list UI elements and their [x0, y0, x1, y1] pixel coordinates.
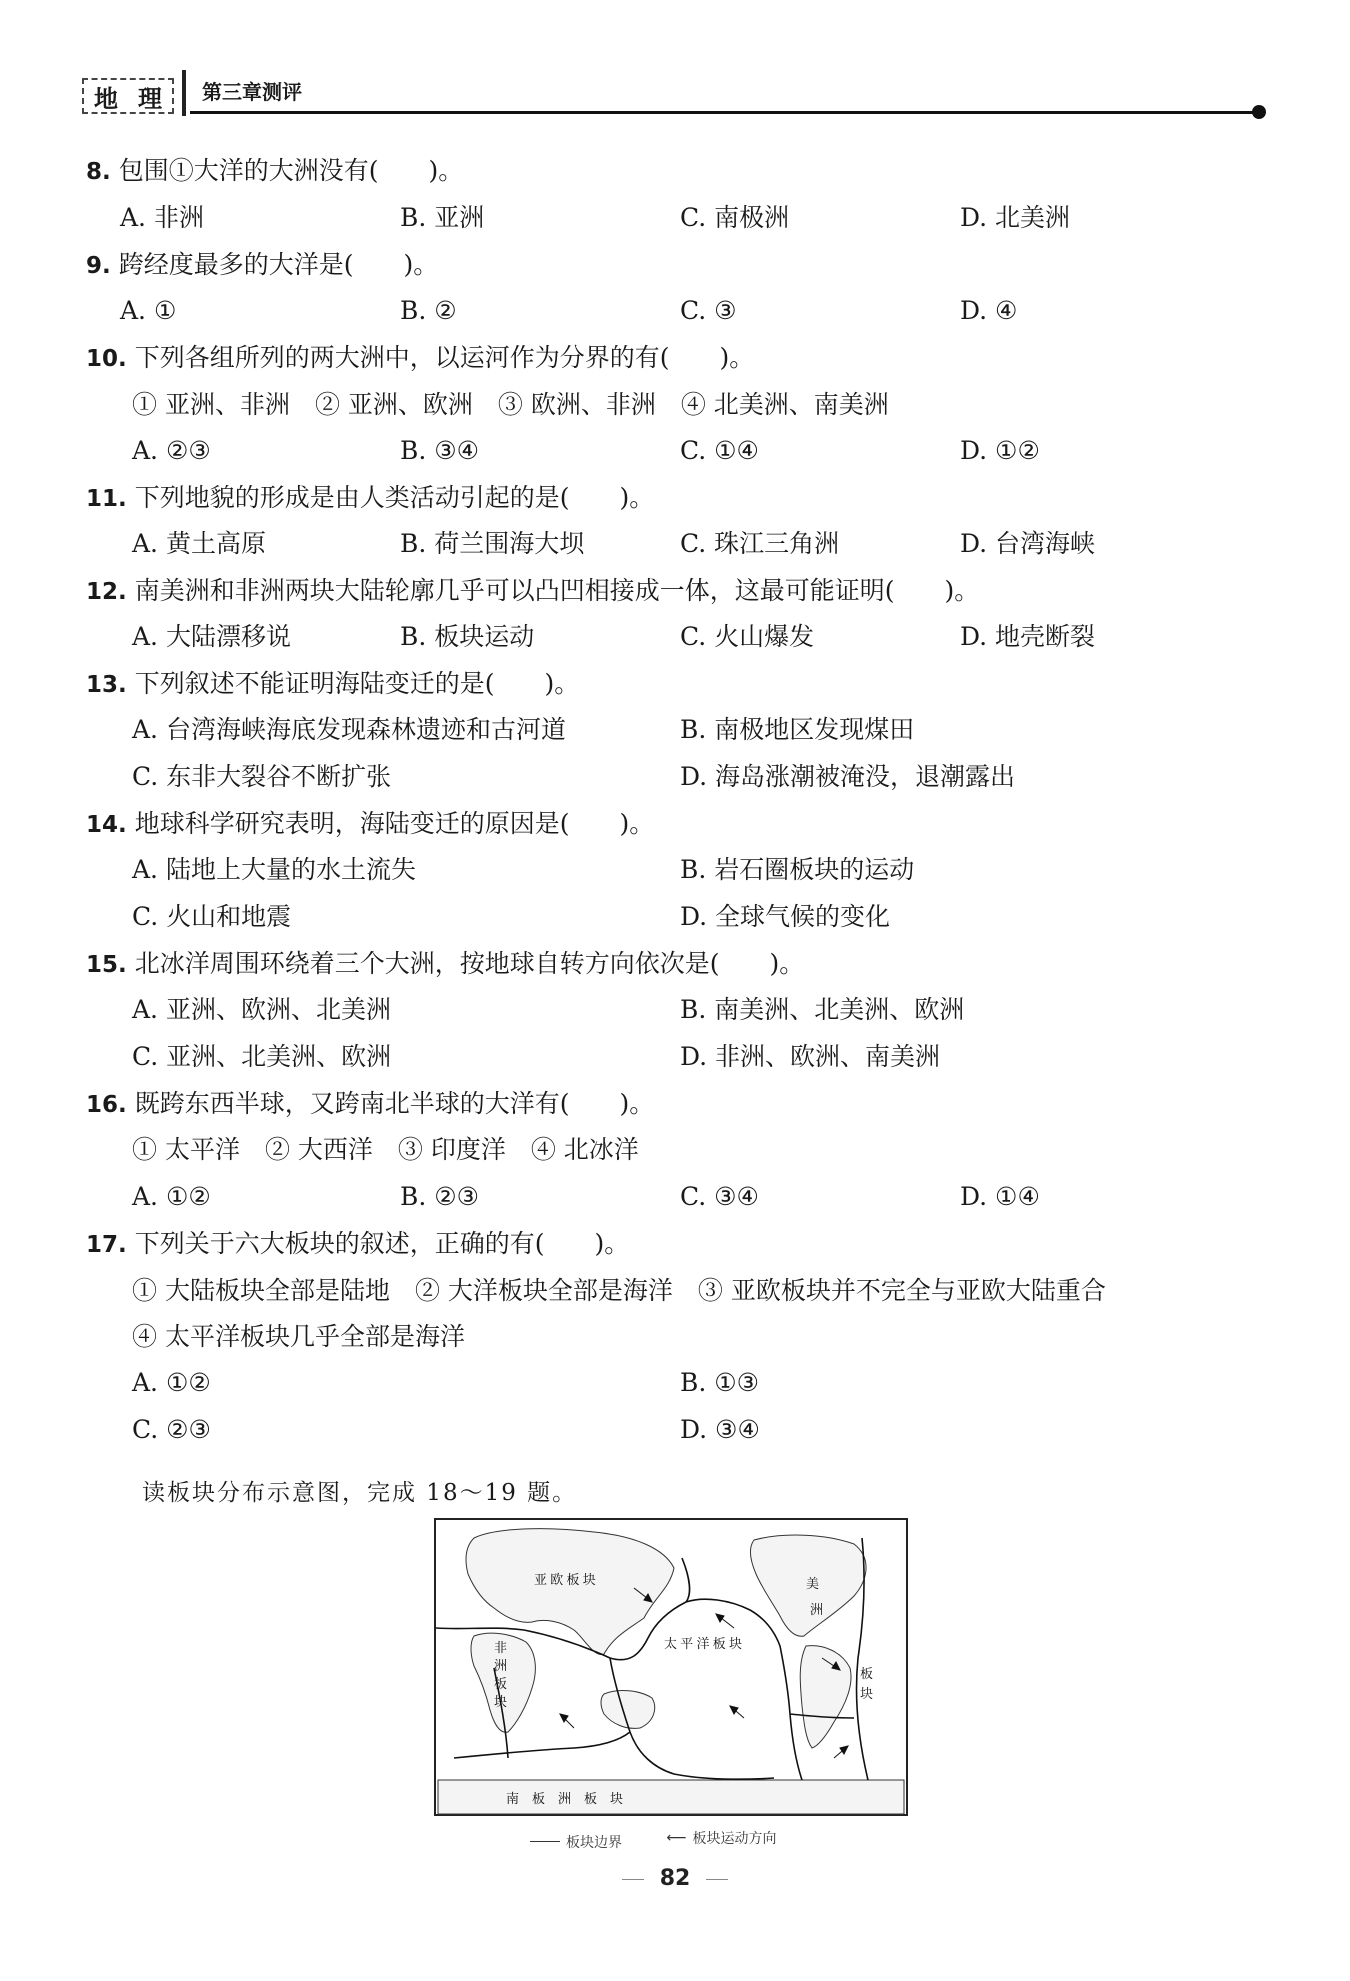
option-d: D. ③④ — [680, 1415, 760, 1444]
option-d: D. ①② — [960, 436, 1040, 465]
option-c: C. 珠江三角洲 — [680, 529, 840, 558]
label-african-plate-1: 非 — [494, 1640, 508, 1655]
question-8 — [86, 156, 463, 187]
question-number: 13. — [86, 672, 127, 698]
option-b: B. 板块运动 — [400, 622, 535, 651]
question-9 — [86, 250, 438, 281]
option-d: D. 全球气候的变化 — [680, 902, 891, 931]
label-antarctic-plate: 南 板 洲 板 块 — [506, 1791, 624, 1806]
question-number: 10. — [86, 346, 127, 372]
option-d: D. ④ — [960, 296, 1018, 325]
question-stem: 南美洲和非洲两块大陆轮廓几乎可以凸凹相接成一体，这最可能证明( )。 — [134, 576, 980, 605]
page-number-dash — [622, 1879, 644, 1880]
option-c: C. ③④ — [680, 1182, 759, 1211]
option-a: A. 台湾海峡海底发现森林遗迹和古河道 — [132, 715, 566, 744]
option-b: B. ②③ — [400, 1182, 480, 1211]
option-c: C. 火山和地震 — [132, 902, 292, 931]
page-number — [0, 1866, 1350, 1891]
option-a: A. 陆地上大量的水土流失 — [132, 855, 416, 884]
option-c: C. 南极洲 — [680, 203, 790, 232]
question-number: 12. — [86, 579, 127, 605]
question-number: 11. — [86, 486, 127, 512]
label-eurasian-plate: 亚 欧 板 块 — [534, 1572, 596, 1587]
question-stem: 包围①大洋的大洲没有( )。 — [118, 156, 464, 185]
question-sub-choices: ① 太平洋 ② 大西洋 ③ 印度洋 ④ 北冰洋 — [132, 1135, 639, 1164]
option-d: D. 北美洲 — [960, 203, 1071, 232]
question-number: 15. — [86, 952, 127, 978]
question-12 — [86, 576, 979, 607]
question-stem: 既跨东西半球，又跨南北半球的大洋有( )。 — [134, 1089, 655, 1118]
header-separator — [182, 70, 186, 116]
question-16 — [86, 1089, 654, 1120]
option-a: A. 亚洲、欧洲、北美洲 — [132, 995, 391, 1024]
option-a: A. 大陆漂移说 — [132, 622, 291, 651]
question-number: 16. — [86, 1092, 127, 1118]
header-rule — [190, 111, 1256, 114]
legend-direction — [666, 1828, 776, 1848]
plate-distribution-map — [434, 1518, 908, 1816]
question-10 — [86, 343, 754, 374]
question-stem: 地球科学研究表明，海陆变迁的原因是( )。 — [134, 809, 655, 838]
option-d: D. 台湾海峡 — [960, 529, 1096, 558]
option-b: B. 荷兰围海大坝 — [400, 529, 585, 558]
question-11 — [86, 483, 654, 514]
label-american-plate-4: 块 — [860, 1686, 874, 1701]
question-stem: 跨经度最多的大洋是( )。 — [118, 250, 439, 279]
question-15 — [86, 949, 804, 980]
legend-direction-label: 板块运动方向 — [692, 1831, 777, 1847]
option-d: D. 非洲、欧洲、南美洲 — [680, 1042, 941, 1071]
option-b: B. 南极地区发现煤田 — [680, 715, 915, 744]
question-stem: 下列地貌的形成是由人类活动引起的是( )。 — [134, 483, 655, 512]
question-stem: 下列各组所列的两大洲中，以运河作为分界的有( )。 — [134, 343, 755, 372]
subject-badge — [82, 78, 174, 114]
label-american-plate-2: 洲 — [810, 1602, 824, 1617]
question-number: 9. — [86, 253, 111, 279]
option-c: C. 亚洲、北美洲、欧洲 — [132, 1042, 392, 1071]
question-stem: 北冰洋周围环绕着三个大洲，按地球自转方向依次是( )。 — [134, 949, 805, 978]
option-a: A. 黄土高原 — [132, 529, 266, 558]
question-17 — [86, 1229, 629, 1260]
option-d: D. ①④ — [960, 1182, 1040, 1211]
map-legend — [530, 1828, 817, 1852]
option-a: A. ①② — [132, 1182, 211, 1211]
option-b: B. ③④ — [400, 436, 480, 465]
question-sub-choices: ① 亚洲、非洲 ② 亚洲、欧洲 ③ 欧洲、非洲 ④ 北美洲、南美洲 — [132, 390, 889, 419]
legend-boundary — [530, 1832, 622, 1852]
option-d: D. 海岛涨潮被淹没，退潮露出 — [680, 762, 1016, 791]
page-number-dash — [706, 1879, 728, 1880]
question-stem: 下列关于六大板块的叙述，正确的有( )。 — [134, 1229, 630, 1258]
page-header — [82, 70, 1268, 120]
subject-char-2: 理 — [138, 84, 162, 113]
legend-boundary-label: 板块边界 — [566, 1834, 622, 1851]
option-c: C. ③ — [680, 296, 737, 325]
subject-char-1: 地 — [94, 84, 118, 113]
header-rule-dot — [1252, 105, 1266, 119]
figure-caption: 读板块分布示意图，完成 18～19 题。 — [142, 1480, 578, 1506]
option-a: A. ①② — [132, 1368, 211, 1397]
label-american-plate-3: 板 — [860, 1666, 874, 1681]
option-a: A. ① — [120, 296, 177, 325]
arrow-left-icon: ⟵ — [666, 1830, 687, 1846]
question-14 — [86, 809, 654, 840]
question-number: 8. — [86, 159, 111, 185]
option-b: B. 南美洲、北美洲、欧洲 — [680, 995, 965, 1024]
label-pacific-plate: 太 平 洋 板 块 — [664, 1636, 743, 1651]
option-c: C. ①④ — [680, 436, 759, 465]
option-b: B. ② — [400, 296, 457, 325]
question-number: 14. — [86, 812, 127, 838]
option-b: B. ①③ — [680, 1368, 760, 1397]
option-b: B. 岩石圈板块的运动 — [680, 855, 915, 884]
chapter-title: 第三章测评 — [202, 80, 302, 104]
legend-line-icon — [530, 1841, 560, 1842]
page-number-value: 82 — [659, 1866, 691, 1891]
label-african-plate-2: 洲 — [494, 1658, 508, 1673]
option-d: D. 地壳断裂 — [960, 622, 1096, 651]
option-c: C. 火山爆发 — [680, 622, 815, 651]
question-number: 17. — [86, 1232, 127, 1258]
label-african-plate-3: 板 — [494, 1676, 508, 1691]
label-american-plate-1: 美 — [806, 1576, 820, 1591]
option-a: A. ②③ — [132, 436, 211, 465]
question-sub-choices: ① 大陆板块全部是陆地 ② 大洋板块全部是海洋 ③ 亚欧板块并不完全与亚欧大陆重合 — [132, 1276, 1106, 1305]
question-stem: 下列叙述不能证明海陆变迁的是( )。 — [134, 669, 580, 698]
option-a: A. 非洲 — [120, 203, 204, 232]
label-african-plate-4: 块 — [494, 1694, 508, 1709]
option-c: C. 东非大裂谷不断扩张 — [132, 762, 392, 791]
option-c: C. ②③ — [132, 1415, 211, 1444]
question-sub-choices-2: ④ 太平洋板块几乎全部是海洋 — [132, 1322, 465, 1351]
option-b: B. 亚洲 — [400, 203, 485, 232]
question-13 — [86, 669, 579, 700]
